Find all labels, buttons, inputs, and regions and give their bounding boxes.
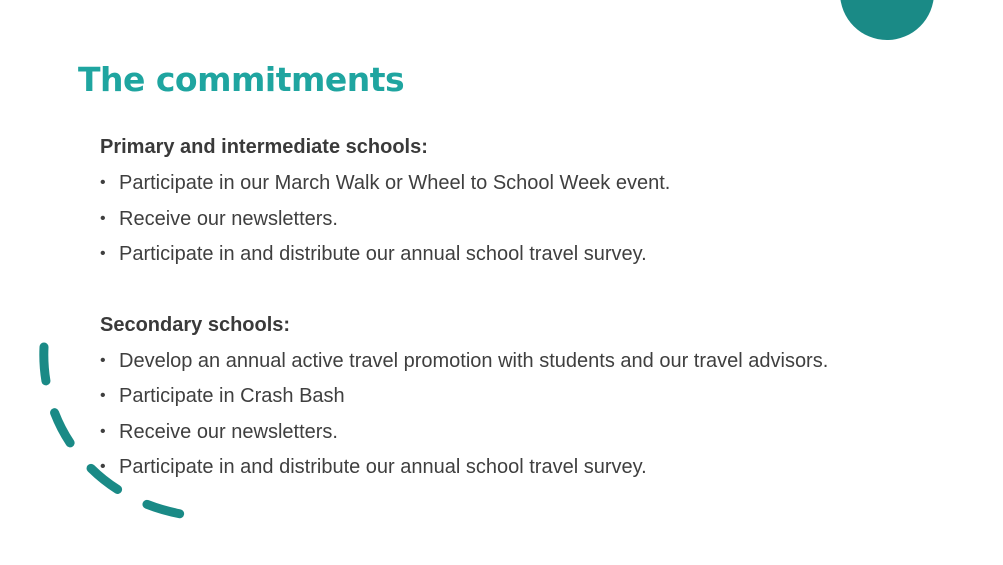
list-item-text: Receive our newsletters. [119,207,338,230]
bullet-icon: • [100,245,106,262]
section-secondary [100,310,980,488]
list-item [100,346,980,382]
list-item [100,239,980,275]
section-primary-intermediate [100,132,980,275]
bullet-icon: • [100,209,106,227]
list-item-text: Participate in Crash Bash [119,385,345,407]
list-item [100,417,980,453]
bullet-list [100,168,980,275]
list-item [100,452,980,488]
bullet-icon: • [100,174,106,191]
bullet-icon: • [100,422,106,440]
list-item-text: Develop an annual active travel promotion with students and our travel advisors. [119,349,829,372]
list-item [100,204,980,240]
list-item-text: Participate in our March Walk or Wheel to School Week event. [119,172,671,194]
list-item [100,381,980,417]
list-item-text: Participate in and distribute our annual school travel survey. [119,456,647,478]
slide-title: The commitments [78,60,405,99]
list-item-text: Receive our newsletters. [119,420,338,443]
list-item-text: Participate in and distribute our annual school travel survey. [119,243,647,265]
list-item [100,168,980,204]
bullet-icon: • [100,387,106,404]
slide-content [100,132,980,488]
bullet-list [100,346,980,488]
bullet-icon: • [100,351,106,369]
section-heading: Primary and intermediate schools: [100,136,428,158]
bullet-icon: • [100,458,106,475]
section-heading: Secondary schools: [100,313,291,336]
